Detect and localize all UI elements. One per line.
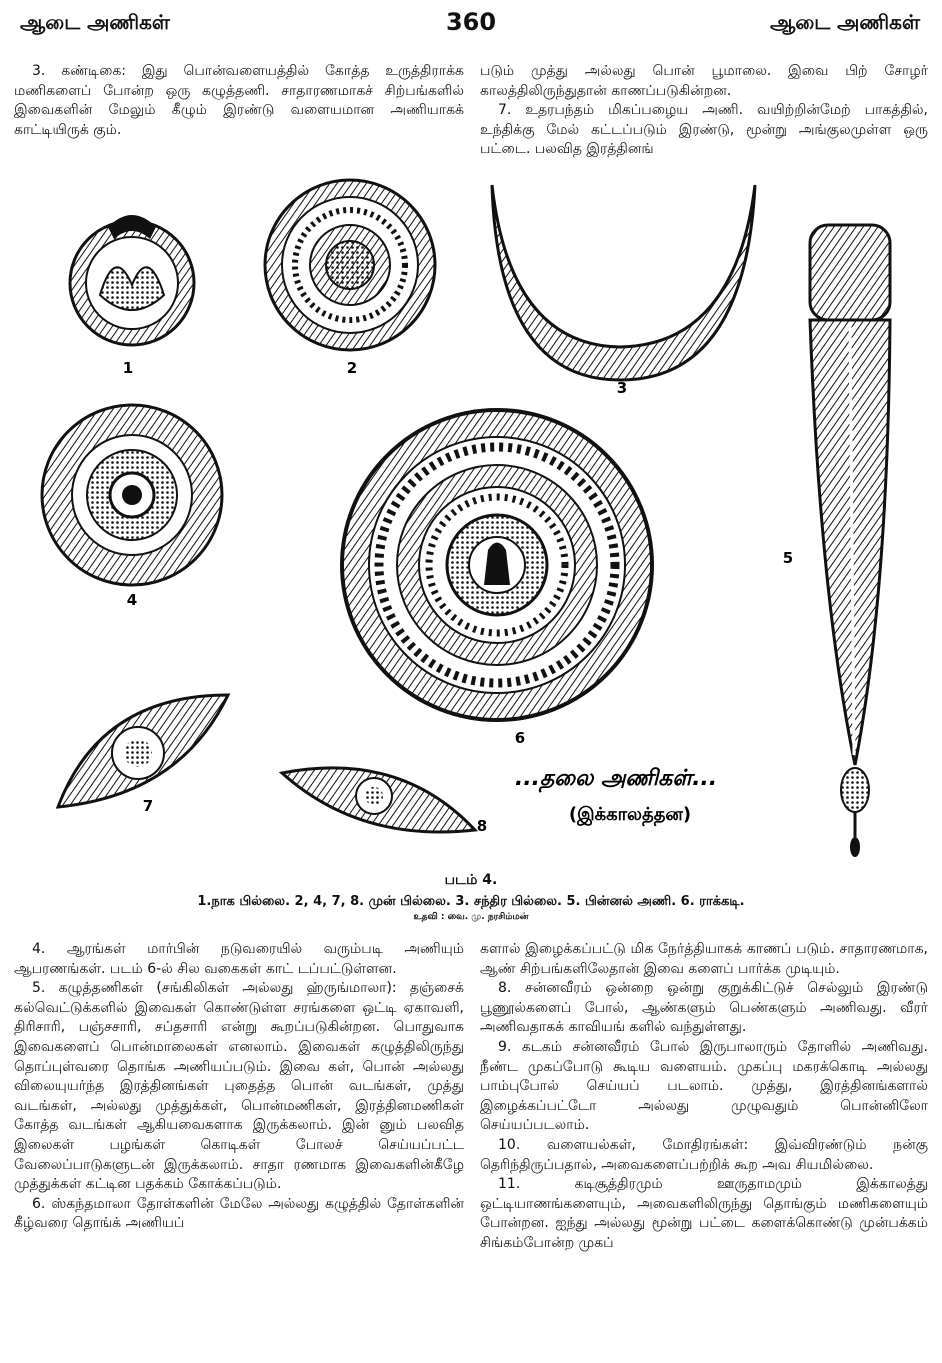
ornament-4-mun-billai bbox=[42, 405, 222, 585]
figure-label-6: 6 bbox=[514, 729, 526, 747]
figure-label-3: 3 bbox=[616, 379, 628, 397]
paragraph: 10. வளையல்கள், மோதிரங்கள்: இவ்விரண்டும் நன்கு தெரிந்திருப்பதால், அவைகளைப்பற்றிக் கூற அவ சியமில்லை. bbox=[480, 1136, 928, 1173]
figure-label-8: 8 bbox=[476, 817, 488, 835]
running-header-left: ஆடை அணிகள் bbox=[20, 10, 170, 34]
paragraph: 5. கழுத்தணிகள் (சங்கிலிகள் அல்லது ஹ்ருங்மாலா): தஞ்சைக் கல்வெட்டுக்களில் இவைகள் கொண்டுள்ள சரங்களை ஒட்டி ஏகாவளி, திரிசாரி, பஞ்சசாரி, சப்தசாரி என்று கூறப்படுகின்றன. பொதுவாக இவைகளைப் பொன்மாலைகள் எனலாம். இவைகள் கழுத்திலிருந்து தொப்புள்வரை தொங்க அணியப்படும். இவை கள், பொன் அல்லது விலையுயர்ந்த இரத்தினங்கள் புதைத்த பொன் வடங்கள், முத்து வடங்கள், அல்லது முத்துக்கள், பொன்மணிகள், இரத்தினமணிகள் கோத்த வடங்கள் ஆகியவைகளாக இருக்கலாம். இன் னும் பலவித இலைகள் பழங்கள் கொடிகள் போலச் செய்யப்பட்ட வேலைப்பாடுகளுடன் இருக்கலாம். சாதா ரணமாக இவைகளின்கீழே முத்துக்கள் கட்டின பதக்கம் கோக்கப்படும். bbox=[14, 980, 464, 1193]
caption-credit: உதவி : வை. மு. நரசிம்மன் bbox=[413, 912, 529, 922]
figure-label-4: 4 bbox=[126, 591, 138, 609]
jewellery-plate-illustration bbox=[20, 175, 920, 865]
column-left-top bbox=[14, 62, 464, 140]
column-left-bottom bbox=[14, 940, 464, 1234]
ornament-8-mun-billai bbox=[282, 768, 475, 832]
paragraph: 11. கடிசூத்திரமும் ஊருதாமமும் இக்காலத்து ஒட்டியாணங்களையும், அவைகளிலிருந்து தொங்கும் மணிகளையும் போன்றன. ஐந்து அல்லது மூன்று பட்டை களைக்கொண்டு முன்பக்கம் சிங்கம்போன்ற முகப் bbox=[480, 1176, 928, 1251]
paragraph: 7. உதரபந்தம் மிகப்பழைய அணி. வயிற்றின்மேற் பாகத்தில், உந்திக்கு மேல் கட்டப்படும் இரண்டு, மூன்று அங்குலமுள்ள ஒரு பட்டை. பலவித இரத்தினங் bbox=[480, 102, 928, 158]
figure-label-1: 1 bbox=[122, 359, 134, 377]
plate-inset-title: ...தலை அணிகள்... bbox=[514, 766, 718, 791]
paragraph: 6. ஸ்கந்தமாலா தோள்களின் மேலே அல்லது கழுத்தில் தோள்களின் கீழ்வரை தொங்க் அணியப் bbox=[14, 1195, 464, 1232]
page-number: 360 bbox=[445, 8, 497, 36]
plate-inset-subtitle: (இக்காலத்தன) bbox=[568, 804, 692, 825]
ornament-1-naga-billai bbox=[70, 215, 194, 345]
paragraph: களால் இழைக்கப்பட்டு மிக நேர்த்தியாகக் காணப் படும். சாதாரணமாக, ஆண் சிற்பங்களிலேதான் இவை களைப் பார்க்க முடியும். bbox=[480, 941, 928, 977]
figure-label-5: 5 bbox=[782, 549, 794, 567]
ornament-5-pinnal-ani bbox=[810, 225, 890, 857]
figure-caption bbox=[0, 872, 942, 923]
figure-label-2: 2 bbox=[346, 359, 358, 377]
figure-label-7: 7 bbox=[142, 797, 154, 815]
column-right-bottom bbox=[480, 940, 928, 1254]
ornament-7-mun-billai bbox=[58, 695, 228, 807]
paragraph: படும் முத்து அல்லது பொன் பூமாலை. இவை பிற் சோழர் காலத்திலிருந்துதான் காணப்படுகின்றன. bbox=[480, 63, 928, 99]
caption-title: படம் 4. bbox=[444, 872, 498, 888]
paragraph: 3. கண்டிகை: இது பொன்வளையத்தில் கோத்த உருத்திராக்க மணிகளைப் போன்ற ஒரு கழுத்தணி. சாதாரணமாகச் சிற்பங்களில் இவைகளின் மேலும் கீழும் இரண்டு வளையமான அணியாகக் காட்டியிருக் கும். bbox=[14, 63, 464, 138]
caption-text: 1.நாக பில்லை. 2, 4, 7, 8. முன் பில்லை. 3. சந்திர பில்லை. 5. பின்னல் அணி. 6. ராக்கடி. bbox=[197, 894, 745, 909]
running-header-right: ஆடை அணிகள் bbox=[770, 10, 920, 34]
paragraph: 9. கடகம் சன்னவீரம் போல் இருபாலாரும் தோளில் அணிவது. நீண்ட முகப்போடு கூடிய வளையம். முகப்பு மகரக்கொடி அல்லது பாம்புபோல் செய்யப் படலாம். முத்து, இரத்தினங்களால் இழைக்கப்பட்டோ அல்லது முழுவதும் பொன்னிலோ செய்யப்படலாம். bbox=[480, 1038, 928, 1134]
ornament-2-mun-billai bbox=[265, 180, 435, 350]
paragraph: 4. ஆரங்கள் மார்பின் நடுவரையில் வரும்படி அணியும் ஆபரணங்கள். படம் 6-ல் சில வகைகள் காட் டப்பட்டுள்ளன. bbox=[14, 941, 464, 977]
ornament-3-chandra-billai bbox=[492, 185, 755, 380]
column-right-top bbox=[480, 62, 928, 160]
ornament-6-rakkadi bbox=[342, 410, 652, 720]
paragraph: 8. சன்னவீரம் ஒன்றை ஒன்று குறுக்கிட்டுச் செல்லும் இரண்டு பூணூல்களைப் போல், ஆண்களும் பெண்களும் அணிவது. வீரர் அணிவதாகக் காவியங் களில் வந்துள்ளது. bbox=[480, 980, 928, 1036]
